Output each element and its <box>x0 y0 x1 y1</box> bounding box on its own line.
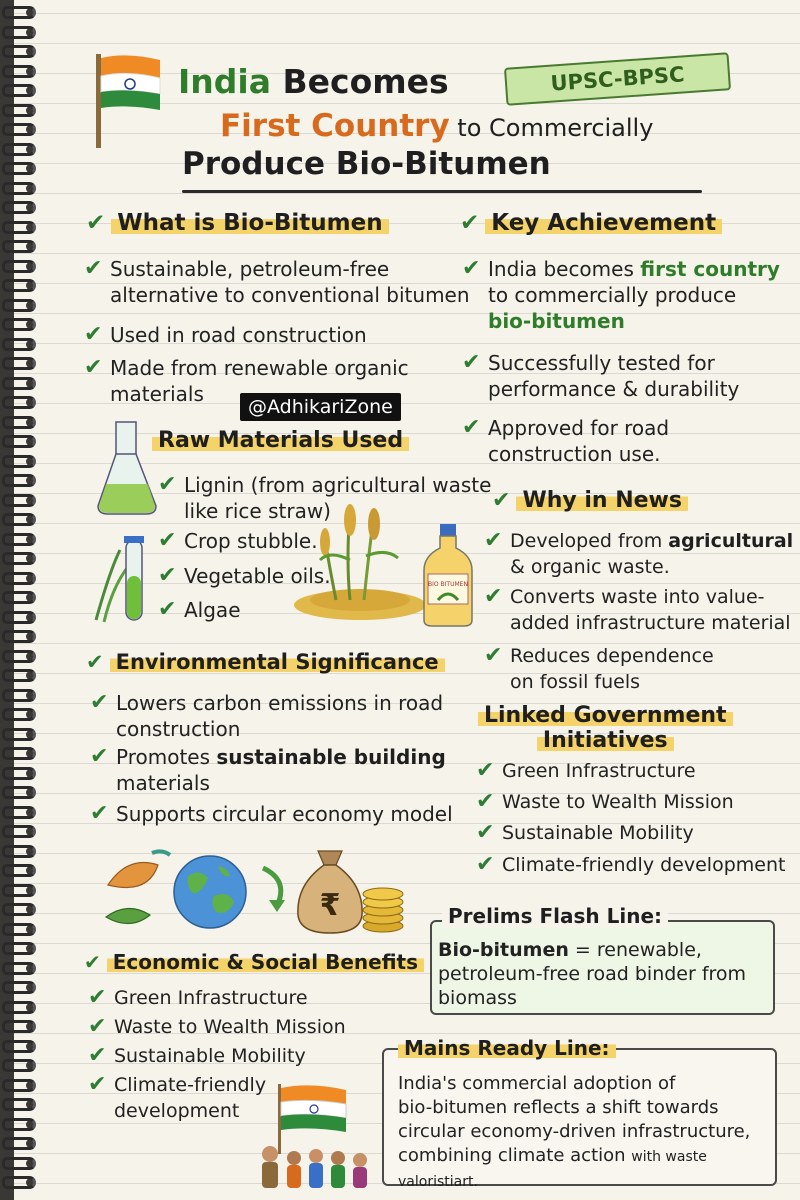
check-icon: ✔ <box>484 584 503 609</box>
title-commercially: to Commercially <box>449 114 654 142</box>
spiral-ring <box>2 104 36 117</box>
spiral-ring <box>2 1118 36 1131</box>
spiral-binding <box>0 0 40 1200</box>
spiral-ring <box>2 689 36 702</box>
linked-item: ✔ Green Infrastructure <box>476 758 696 783</box>
spiral-ring <box>2 26 36 39</box>
raw-materials-heading <box>152 428 409 453</box>
check-icon: ✔ <box>90 690 109 715</box>
what-is-item: ✔ Sustainable, petroleum-free alternative to conventional bitumen <box>84 256 470 307</box>
key-achievement-title: Key Achievement <box>485 210 722 236</box>
title-underline <box>182 190 702 193</box>
check-icon: ✔ <box>460 210 480 236</box>
spiral-ring <box>2 1020 36 1033</box>
linked-item: ✔ Climate-friendly development <box>476 852 786 877</box>
spiral-ring <box>2 1040 36 1053</box>
coins-icon <box>358 878 408 934</box>
raw-material-item: ✔ Lignin (from agricultural waste like rice straw) <box>158 472 492 523</box>
economic-item: ✔ Climate-friendly development <box>88 1072 267 1122</box>
what-is-item: ✔ Used in road construction <box>84 322 367 347</box>
spiral-ring <box>2 903 36 916</box>
bold-emphasis: sustainable building <box>216 745 446 769</box>
spiral-ring <box>2 1098 36 1111</box>
bottle-label: BIO BITUMEN <box>428 581 468 588</box>
spiral-ring <box>2 611 36 624</box>
environmental-heading <box>86 650 445 674</box>
spiral-ring <box>2 338 36 351</box>
spiral-ring <box>2 143 36 156</box>
spiral-ring <box>2 201 36 214</box>
check-icon: ✔ <box>476 789 495 814</box>
why-news-item: ✔ Converts waste into value- added infrastructure material <box>484 584 791 634</box>
key-achievement-heading <box>460 210 722 236</box>
check-icon: ✔ <box>88 1014 107 1039</box>
spiral-ring <box>2 981 36 994</box>
spiral-ring <box>2 396 36 409</box>
spiral-ring <box>2 435 36 448</box>
spiral-ring <box>2 825 36 838</box>
spiral-ring <box>2 923 36 936</box>
spiral-ring <box>2 1137 36 1150</box>
economic-item: ✔ Sustainable Mobility <box>88 1043 306 1068</box>
spiral-ring <box>2 845 36 858</box>
spiral-ring <box>2 650 36 663</box>
spiral-ring <box>2 1001 36 1014</box>
globe-icon <box>168 850 252 934</box>
mains-box <box>382 1036 777 1190</box>
check-icon: ✔ <box>484 643 503 668</box>
check-icon: ✔ <box>462 415 481 440</box>
spiral-ring <box>2 552 36 565</box>
check-icon: ✔ <box>84 355 103 380</box>
spiral-ring <box>2 747 36 760</box>
check-icon: ✔ <box>90 744 109 769</box>
spiral-ring <box>2 533 36 546</box>
spiral-ring <box>2 513 36 526</box>
prelims-box <box>430 904 775 1015</box>
spiral-ring <box>2 474 36 487</box>
prelims-label: Prelims Flash Line: <box>442 904 668 928</box>
check-icon: ✔ <box>86 650 104 674</box>
spiral-ring <box>2 767 36 780</box>
linked-heading <box>478 703 733 753</box>
spiral-ring <box>2 1059 36 1072</box>
spiral-ring <box>2 357 36 370</box>
spiral-ring <box>2 864 36 877</box>
what-is-heading <box>86 210 389 236</box>
linked-title-line1: Linked Government <box>478 703 733 728</box>
spiral-ring <box>2 123 36 136</box>
spiral-ring <box>2 221 36 234</box>
check-icon: ✔ <box>86 210 106 236</box>
spiral-ring <box>2 318 36 331</box>
test-tube-icon <box>90 530 170 630</box>
spiral-ring <box>2 669 36 682</box>
check-icon: ✔ <box>484 528 503 553</box>
why-news-item: ✔ Developed from agricultural & organic waste. <box>484 528 794 578</box>
page-title-line1 <box>178 62 449 101</box>
why-news-title: Why in News <box>516 488 688 513</box>
recycle-arrow-icon <box>255 860 295 920</box>
economic-item: ✔ Waste to Wealth Mission <box>88 1014 346 1039</box>
raw-material-item: ✔ Crop stubble. <box>158 528 318 553</box>
check-icon: ✔ <box>462 350 481 375</box>
leaf-icon <box>98 845 178 930</box>
check-icon: ✔ <box>158 597 177 622</box>
svg-text:₹: ₹ <box>319 888 341 923</box>
crowd-icon <box>250 1080 380 1190</box>
environmental-title: Environmental Significance <box>110 650 445 674</box>
spiral-ring <box>2 1079 36 1092</box>
environmental-item: ✔ Supports circular economy model <box>90 801 453 826</box>
check-icon: ✔ <box>158 472 177 497</box>
what-is-title: What is Bio-Bitumen <box>111 210 388 236</box>
check-icon: ✔ <box>492 488 511 513</box>
why-news-heading <box>492 488 688 513</box>
why-news-item: ✔ Reduces dependence on fossil fuels <box>484 643 714 693</box>
spiral-ring <box>2 45 36 58</box>
raw-material-item: ✔ Vegetable oils. <box>158 563 331 588</box>
economic-heading <box>84 950 424 974</box>
spiral-ring <box>2 416 36 429</box>
environmental-item: ✔ Lowers carbon emissions in road construction <box>90 690 444 741</box>
key-achievement-item: ✔ Successfully tested for performance & durability <box>462 350 740 401</box>
spiral-ring <box>2 240 36 253</box>
check-icon: ✔ <box>88 1072 107 1097</box>
spiral-ring <box>2 6 36 19</box>
check-icon: ✔ <box>476 758 495 783</box>
check-icon: ✔ <box>84 256 103 281</box>
spiral-ring <box>2 260 36 273</box>
mains-text: India's commercial adoption of bio-bitumen reflects a shift towards circular economy-driven infrastructure, combining climate action with waste valoristiart. <box>398 1073 751 1190</box>
bottle-icon <box>418 522 478 630</box>
spiral-ring <box>2 591 36 604</box>
key-achievement-item: ✔ Approved for road construction use. <box>462 415 670 466</box>
author-handle: @AdhikariZone <box>240 393 401 421</box>
economic-item: ✔ Green Infrastructure <box>88 985 308 1010</box>
check-icon: ✔ <box>462 256 481 281</box>
mains-label: Mains Ready Line: <box>398 1036 616 1060</box>
spiral-ring <box>2 279 36 292</box>
title-first-country: First Country <box>220 108 450 144</box>
linked-title-line2: Initiatives <box>537 728 674 753</box>
spiral-ring <box>2 494 36 507</box>
india-flag-icon <box>88 50 168 150</box>
spiral-ring <box>2 786 36 799</box>
check-icon: ✔ <box>84 950 101 974</box>
spiral-ring <box>2 572 36 585</box>
check-icon: ✔ <box>90 801 109 826</box>
spiral-ring <box>2 377 36 390</box>
exam-badge: UPSC-BPSC <box>504 52 731 106</box>
check-icon: ✔ <box>88 985 107 1010</box>
check-icon: ✔ <box>158 563 177 588</box>
spiral-ring <box>2 962 36 975</box>
what-is-item: ✔ Made from renewable organic materials <box>84 355 409 406</box>
check-icon: ✔ <box>476 820 495 845</box>
check-icon: ✔ <box>84 322 103 347</box>
spiral-ring <box>2 708 36 721</box>
spiral-ring <box>2 630 36 643</box>
spiral-ring <box>2 84 36 97</box>
linked-item: ✔ Waste to Wealth Mission <box>476 789 734 814</box>
title-becomes: Becomes <box>270 62 449 101</box>
environmental-item: ✔ Promotes sustainable building materials <box>90 744 446 795</box>
spiral-ring <box>2 806 36 819</box>
spiral-ring <box>2 1157 36 1170</box>
check-icon: ✔ <box>88 1043 107 1068</box>
economic-title: Economic & Social Benefits <box>107 950 424 974</box>
spiral-ring <box>2 65 36 78</box>
spiral-ring <box>2 162 36 175</box>
crop-icon <box>290 500 430 620</box>
title-india: India <box>178 62 271 101</box>
spiral-ring <box>2 299 36 312</box>
spiral-ring <box>2 942 36 955</box>
spiral-ring <box>2 1176 36 1189</box>
check-icon: ✔ <box>158 528 177 553</box>
raw-materials-title: Raw Materials Used <box>152 428 409 453</box>
spiral-ring <box>2 182 36 195</box>
key-achievement-item: ✔ India becomes first country to commercially produce bio-bitumen <box>462 256 780 333</box>
check-icon: ✔ <box>476 852 495 877</box>
page-title-line3: Produce Bio-Bitumen <box>182 146 551 182</box>
spiral-ring <box>2 455 36 468</box>
prelims-text: Bio-bitumen = renewable, petroleum-free road binder from biomass <box>438 939 747 1009</box>
spiral-ring <box>2 728 36 741</box>
linked-item: ✔ Sustainable Mobility <box>476 820 694 845</box>
spiral-ring <box>2 884 36 897</box>
page-title-line2 <box>220 108 653 144</box>
raw-material-item: ✔ Algae <box>158 597 241 622</box>
